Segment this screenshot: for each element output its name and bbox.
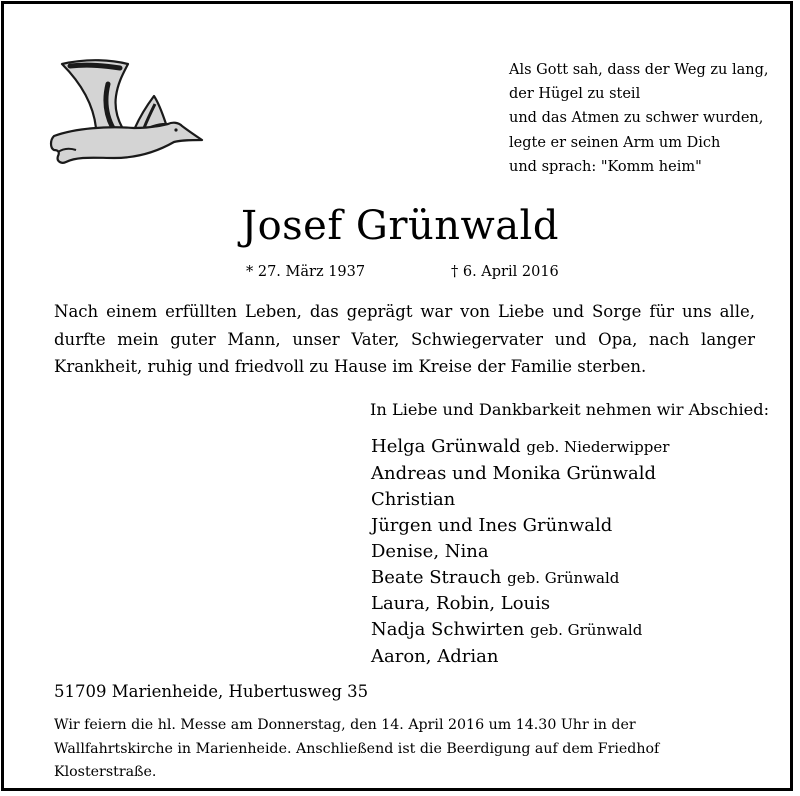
mourner-note: geb. Niederwipper bbox=[526, 438, 670, 456]
mourner-name: Denise, Nina bbox=[371, 540, 489, 562]
mourner-name: Beate Strauch bbox=[371, 566, 502, 588]
poem-line: Als Gott sah, dass der Weg zu lang, bbox=[509, 62, 769, 78]
mourner bbox=[371, 461, 669, 487]
dove-icon bbox=[48, 54, 208, 174]
mourner-name: Nadja Schwirten bbox=[371, 619, 525, 641]
mourner-note: geb. Grünwald bbox=[530, 621, 643, 640]
service-info: Wir feiern die hl. Messe am Donnerstag, den 14. April 2016 um 14.30 Uhr in der Wallfahrtskirche in Marienheide. Anschließend ist die Beerdigung auf dem Friedhof Klosterstraße. bbox=[54, 717, 660, 780]
poem-line: und das Atmen zu schwer wurden, bbox=[509, 110, 764, 127]
mourner-name: Christian bbox=[371, 488, 456, 510]
address: 51709 Marienheide, Hubertusweg 35 bbox=[54, 682, 369, 701]
deceased-name: Josef Grünwald bbox=[241, 203, 559, 249]
poem-line: der Hügel zu steil bbox=[509, 86, 641, 103]
mourner-name: Helga Grünwald bbox=[371, 436, 521, 457]
mourner bbox=[371, 539, 669, 565]
mourner bbox=[371, 617, 669, 644]
farewell-line: In Liebe und Dankbarkeit nehmen wir Abschied: bbox=[370, 400, 770, 419]
mourner bbox=[371, 591, 669, 617]
poem bbox=[509, 58, 779, 179]
mourner-name: Aaron, Adrian bbox=[371, 646, 499, 668]
mourner bbox=[371, 434, 669, 461]
death-date: † 6. April 2016 bbox=[451, 264, 559, 280]
mourner bbox=[371, 644, 669, 670]
mourner bbox=[371, 565, 669, 592]
mourner bbox=[371, 487, 669, 513]
poem-line: legte er seinen Arm um Dich bbox=[509, 134, 721, 151]
mourner bbox=[371, 513, 669, 539]
mourners-list bbox=[371, 434, 669, 670]
intro-text: Nach einem erfüllten Leben, das geprägt war von Liebe und Sorge für uns alle, durfte mein guter Mann, unser Vater, Schwiegervater und Opa, nach langer Krankheit, ruhig und friedvoll zu Hause im Kreise der Familie sterben. bbox=[54, 302, 755, 376]
poem-line: und sprach: "Komm heim" bbox=[509, 158, 702, 175]
mourner-note: geb. Grünwald bbox=[507, 568, 620, 587]
birth-date: * 27. März 1937 bbox=[246, 264, 366, 280]
mourner-name: Laura, Robin, Louis bbox=[371, 593, 551, 615]
mourner-name: Andreas und Monika Grünwald bbox=[371, 462, 657, 484]
mourner-name: Jürgen und Ines Grünwald bbox=[371, 514, 613, 536]
